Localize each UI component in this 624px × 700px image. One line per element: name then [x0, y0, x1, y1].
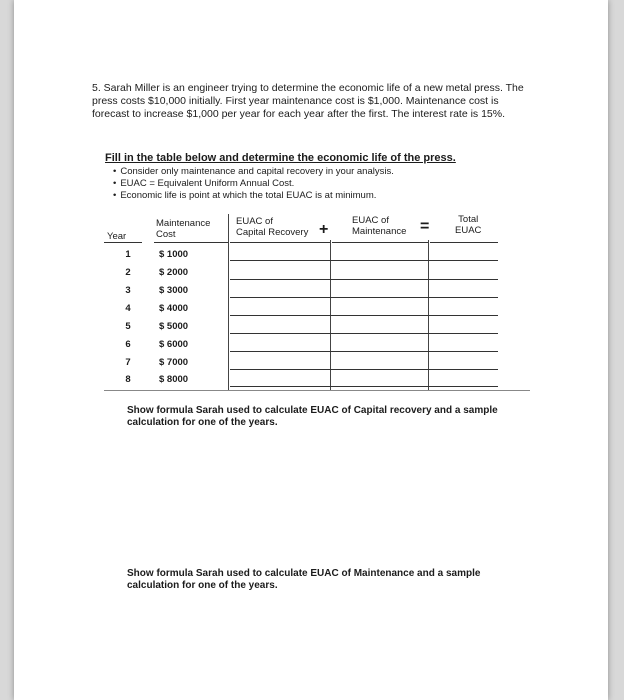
row-maintenance-cost: $ 3000	[159, 285, 189, 296]
header-euac-maintenance: EUAC of Maintenance	[352, 215, 407, 237]
answer-line[interactable]	[230, 315, 498, 316]
header-year: Year	[107, 231, 127, 242]
equals-sign: =	[420, 218, 430, 235]
row-maintenance-cost: $ 4000	[159, 303, 189, 314]
header-rule	[430, 242, 498, 243]
header-rule	[230, 242, 330, 243]
answer-line[interactable]	[230, 369, 498, 370]
instructions-title: Fill in the table below and determine the economic life of the press.	[105, 152, 456, 164]
header-rule	[332, 242, 428, 243]
plus-sign: +	[319, 221, 329, 238]
answer-line[interactable]	[230, 333, 498, 334]
column-divider	[228, 214, 229, 390]
row-year: 5	[125, 321, 131, 332]
instruction-bullet: • EUAC = Equivalent Uniform Annual Cost.	[113, 178, 533, 190]
answer-line[interactable]	[230, 386, 498, 387]
header-capital-recovery: EUAC of Capital Recovery	[236, 216, 309, 238]
row-maintenance-cost: $ 6000	[159, 339, 189, 350]
row-year: 4	[125, 303, 131, 314]
row-maintenance-cost: $ 1000	[159, 249, 189, 260]
problem-statement: 5. Sarah Miller is an engineer trying to determine the economic life of a new metal press. The press costs $10,000 initially. First year maintenance cost is $1,000. Maintenance cost is forecast to increase $1,000 per year for each year after the first. The interest rate is 15%.	[92, 82, 524, 120]
row-maintenance-cost: $ 7000	[159, 357, 189, 368]
answer-line[interactable]	[230, 297, 498, 298]
maintenance-prompt: Show formula Sarah used to calculate EUAC of Maintenance and a sample calculation for one of the years.	[127, 568, 481, 591]
capital-recovery-prompt: Show formula Sarah used to calculate EUAC of Capital recovery and a sample calculation for one of the years.	[127, 405, 498, 428]
row-year: 3	[125, 285, 131, 296]
row-year: 2	[125, 267, 131, 278]
worksheet-page	[14, 0, 608, 700]
header-total-euac: Total EUAC	[455, 214, 482, 236]
answer-line[interactable]	[230, 260, 498, 261]
row-maintenance-cost: $ 5000	[159, 321, 189, 332]
row-maintenance-cost: $ 2000	[159, 267, 189, 278]
table-bottom-rule	[104, 390, 530, 391]
row-year: 7	[125, 357, 131, 368]
row-year: 1	[125, 249, 131, 260]
answer-line[interactable]	[230, 279, 498, 280]
header-rule	[154, 242, 228, 243]
header-maintenance: Maintenance Cost	[156, 218, 211, 240]
row-year: 8	[125, 374, 131, 385]
instructions-list	[113, 166, 533, 202]
instruction-bullet: • Consider only maintenance and capital recovery in your analysis.	[113, 166, 533, 178]
row-year: 6	[125, 339, 131, 350]
row-maintenance-cost: $ 8000	[159, 374, 189, 385]
header-rule	[104, 242, 142, 243]
instruction-bullet: • Economic life is point at which the total EUAC is at minimum.	[113, 190, 533, 202]
answer-line[interactable]	[230, 351, 498, 352]
